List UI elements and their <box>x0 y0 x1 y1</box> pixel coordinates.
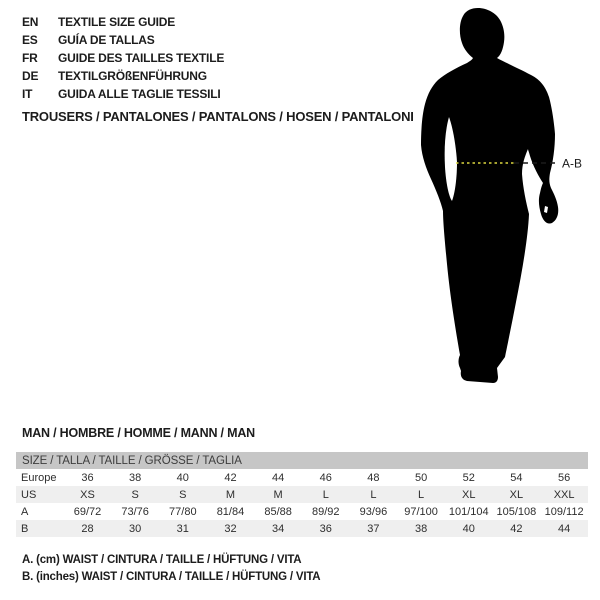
language-row-fr <box>22 49 224 67</box>
size-cell: 97/100 <box>404 505 438 518</box>
row-label: B <box>16 520 64 537</box>
size-cell: L <box>302 486 350 503</box>
table-row-europe <box>16 469 588 486</box>
table-row-us <box>16 486 588 503</box>
size-cell: L <box>350 486 398 503</box>
language-label: GUÍA DE TALLAS <box>58 33 155 47</box>
language-label: GUIDE DES TAILLES TEXTILE <box>58 51 225 65</box>
size-cell: 44 <box>540 520 588 537</box>
size-cell: 69/72 <box>73 505 102 518</box>
language-label: TEXTILGRÖßENFÜHRUNG <box>58 69 207 83</box>
size-cell: 30 <box>111 520 159 537</box>
size-cell: S <box>159 486 207 503</box>
size-cell: 42 <box>493 520 541 537</box>
size-cell: M <box>254 486 302 503</box>
size-cell: 109/112 <box>544 505 584 518</box>
size-table <box>16 452 588 537</box>
size-cell: 54 <box>510 471 523 484</box>
size-cell: 56 <box>557 471 571 484</box>
table-header-row <box>16 452 588 469</box>
size-cell: 46 <box>319 471 332 484</box>
size-cell: 101/104 <box>448 505 489 518</box>
size-cell: 48 <box>367 471 380 484</box>
size-cell: XS <box>64 486 112 503</box>
category-title: TROUSERS / PANTALONES / PANTALONS / HOSEN / PANTALONI <box>22 109 414 124</box>
man-figure <box>405 0 600 400</box>
man-silhouette <box>405 0 600 400</box>
size-cell: S <box>111 486 159 503</box>
size-cell: 81/84 <box>216 505 245 518</box>
size-cell: XXL <box>540 486 588 503</box>
size-cell: 93/96 <box>359 505 388 518</box>
language-code: ES <box>22 33 38 47</box>
size-cell: 105/108 <box>496 505 537 518</box>
size-cell: 37 <box>350 520 398 537</box>
size-cell: 38 <box>397 520 445 537</box>
silhouette-body <box>421 8 558 383</box>
size-cell: 36 <box>81 471 94 484</box>
size-cell: 85/88 <box>264 505 292 518</box>
size-cell: 50 <box>414 471 428 484</box>
size-cell: 36 <box>302 520 350 537</box>
size-cell: 52 <box>462 471 475 484</box>
row-label: Europe <box>21 471 57 484</box>
size-cell: 28 <box>64 520 112 537</box>
table-header-label: SIZE / TALLA / TAILLE / GRÖSSE / TAGLIA <box>16 452 588 469</box>
size-cell: 32 <box>207 520 255 537</box>
measure-label: A-B <box>562 156 583 171</box>
language-label: GUIDA ALLE TAGLIE TESSILI <box>58 87 221 101</box>
language-label: TEXTILE SIZE GUIDE <box>58 15 176 29</box>
size-cell: 89/92 <box>312 505 340 518</box>
language-code: EN <box>22 15 39 29</box>
row-label: US <box>16 486 64 503</box>
table-row-a <box>16 503 588 520</box>
size-cell: 44 <box>271 471 285 484</box>
language-code: IT <box>22 87 33 101</box>
language-code: DE <box>22 69 39 83</box>
size-cell: 34 <box>254 520 302 537</box>
row-label: A <box>21 505 29 518</box>
size-cell: 73/76 <box>121 505 149 518</box>
note-a: A. (cm) WAIST / CINTURA / TAILLE / HÜFTUNG / VITA <box>22 554 302 566</box>
measure-notes <box>22 552 320 586</box>
language-row-it <box>22 85 224 103</box>
size-cell: 40 <box>445 520 493 537</box>
size-cell: 77/80 <box>169 505 197 518</box>
size-table-wrap <box>16 452 588 537</box>
language-code: FR <box>22 51 38 65</box>
size-cell: 38 <box>129 471 142 484</box>
size-cell: 42 <box>224 471 237 484</box>
size-cell: M <box>207 486 255 503</box>
language-row-en <box>22 13 224 31</box>
size-cell: XL <box>445 486 493 503</box>
language-row-de <box>22 67 224 85</box>
size-cell: L <box>397 486 445 503</box>
note-b: B. (inches) WAIST / CINTURA / TAILLE / HÜFTUNG / VITA <box>22 571 321 583</box>
size-cell: 31 <box>159 520 207 537</box>
language-list <box>22 13 224 103</box>
section-title: MAN / HOMBRE / HOMME / MANN / MAN <box>22 426 255 440</box>
table-row-b <box>16 520 588 537</box>
language-row-es <box>22 31 224 49</box>
size-cell: XL <box>493 486 541 503</box>
size-cell: 40 <box>176 471 189 484</box>
